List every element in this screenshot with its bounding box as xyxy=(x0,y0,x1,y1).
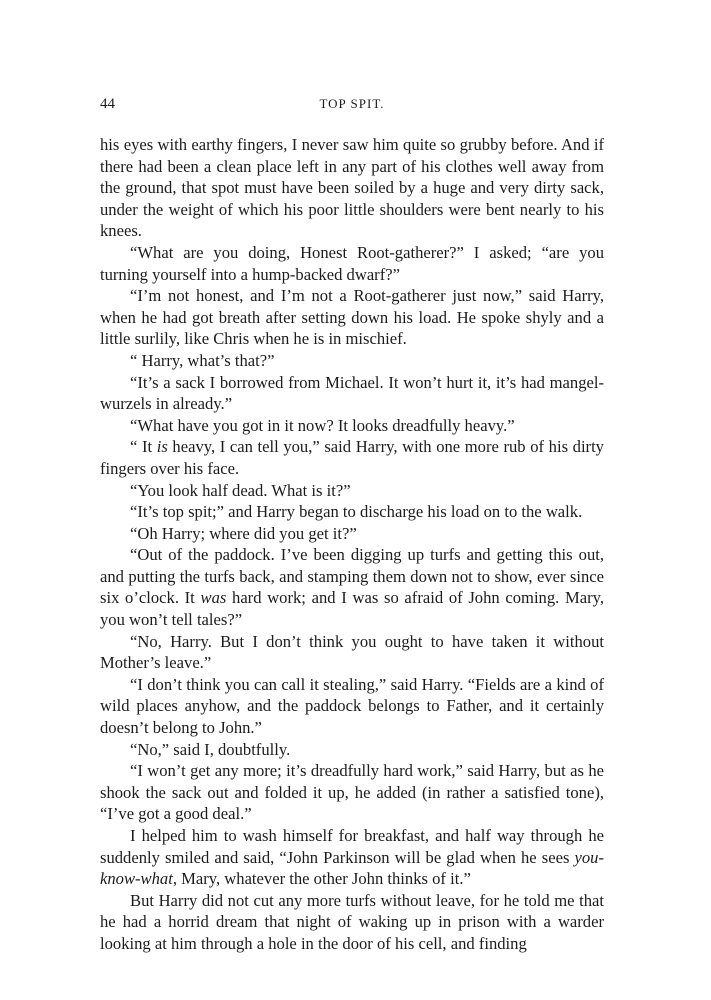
text-run: “No,” said I, doubtfully. xyxy=(130,739,291,759)
text-run: I helped him to wash himself for breakfast, and half way through he suddenly smiled and said, “John Parkinson will be glad when he sees xyxy=(100,826,604,867)
text-run: “What are you doing, Honest Root-gatherer?” I asked; “are you turning yourself into a hump-backed dwarf?” xyxy=(100,242,604,284)
running-head: TOP SPIT. xyxy=(319,96,385,111)
page-header xyxy=(100,96,604,120)
paragraph xyxy=(100,544,604,630)
text-run: But Harry did not cut any more turfs without leave, for he told me that he had a horrid dream that night of waking up in prison with a warder looking at him through a hole in the door of his cell, and finding xyxy=(100,890,604,953)
paragraph xyxy=(100,890,604,955)
text-run: “What have you got in it now? It looks dreadfully heavy.” xyxy=(130,415,515,435)
paragraph xyxy=(100,134,604,242)
text-run: his eyes with earthy fingers, I never saw him quite so grubby before. And if there had been a clean place left in any part of his clothes well away from the ground, that spot must have been soiled by a huge and very dirty sack, under the weight of which his poor little shoulders were bent nearly to his knees. xyxy=(100,135,604,241)
text-run: “I don’t think you can call it stealing,” said Harry. “Fields are a kind of wild places anyhow, and the paddock belongs to Father, and it certainly doesn’t belong to John.” xyxy=(100,674,604,738)
paragraph xyxy=(100,285,604,350)
paragraph xyxy=(100,436,604,479)
emphasized-text: is xyxy=(156,437,168,457)
paragraph xyxy=(100,350,604,372)
text-run: “I won’t get any more; it’s dreadfully hard work,” said Harry, but as he shook the sack out and folded it up, he added (in rather a satisfied tone), “I’ve got a good deal.” xyxy=(100,761,604,824)
paragraph xyxy=(100,825,604,890)
paragraph xyxy=(100,739,604,761)
text-run: “It’s a sack I borrowed from Michael. It won’t hurt it, it’s had mangel-wurzels in already.” xyxy=(100,372,604,414)
text-run: “ Harry, what’s that?” xyxy=(130,350,275,370)
emphasized-text: you-know-what xyxy=(100,847,604,889)
body-text xyxy=(100,134,604,955)
text-run: hard work; and I was so afraid of John coming. Mary, you won’t tell tales?” xyxy=(100,588,605,630)
text-run: “ It xyxy=(130,437,157,457)
paragraph xyxy=(100,242,604,285)
text-run: “No, Harry. But I don’t think you ought to have taken it without Mother’s leave.” xyxy=(100,631,604,673)
paragraph xyxy=(100,674,604,739)
paragraph xyxy=(100,501,604,523)
text-run: heavy, I can tell you,” said Harry, with one more rub of his dirty fingers over his face. xyxy=(100,437,604,478)
page-number: 44 xyxy=(100,96,115,112)
text-run: “You look half dead. What is it?” xyxy=(130,480,351,500)
text-run: “Oh Harry; where did you get it?” xyxy=(130,523,357,543)
text-run: “It’s top spit;” and Harry began to discharge his load on to the walk. xyxy=(130,502,583,522)
text-run: “I’m not honest, and I’m not a Root-gatherer just now,” said Harry, when he had got breath after setting down his load. He spoke shyly and a little surlily, like Chris when he is in mischief. xyxy=(100,286,604,349)
emphasized-text: was xyxy=(200,588,227,608)
paragraph xyxy=(100,631,604,674)
paragraph xyxy=(100,760,604,825)
paragraph xyxy=(100,523,604,545)
paragraph xyxy=(100,480,604,502)
text-run: , Mary, whatever the other John thinks of it.” xyxy=(172,869,471,889)
text-run: “Out of the paddock. I’ve been digging up turfs and getting this out, and putting the turfs back, and stamping them down not to show, ever since six o’clock. It xyxy=(100,545,604,608)
paragraph xyxy=(100,415,604,437)
paragraph xyxy=(100,372,604,415)
